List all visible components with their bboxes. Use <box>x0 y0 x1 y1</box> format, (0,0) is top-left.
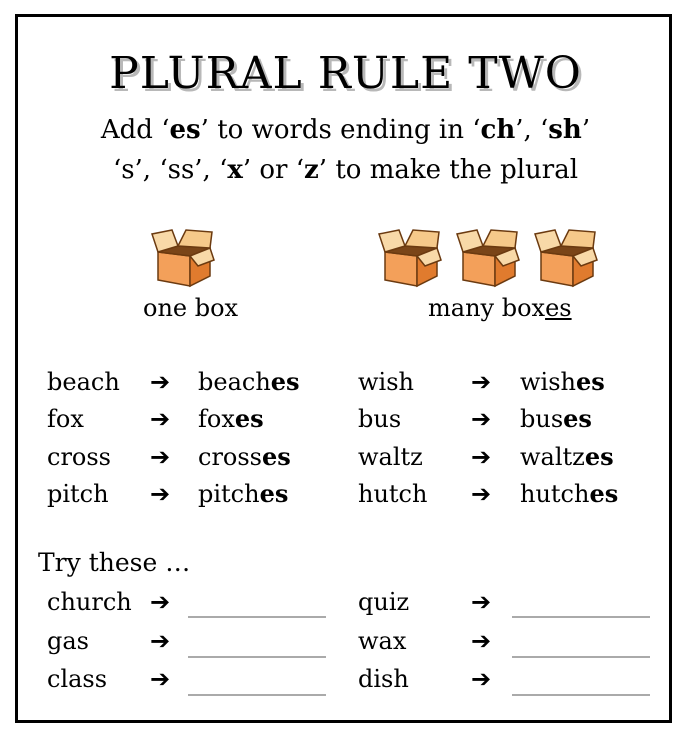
arrow-icon: ➔ <box>150 665 171 693</box>
answer-line[interactable] <box>188 616 326 618</box>
arrow-icon: ➔ <box>471 627 492 655</box>
ending-z: z <box>304 155 319 185</box>
box-icon <box>533 226 599 288</box>
suffix-es: es <box>169 115 201 145</box>
plural-word: wishes <box>520 367 605 396</box>
singular-word: pitch <box>47 480 109 508</box>
answer-line[interactable] <box>512 616 650 618</box>
arrow-icon: ➔ <box>471 480 492 508</box>
plural-word: foxes <box>198 404 264 433</box>
box-icon <box>455 226 521 288</box>
singular-word: beach <box>47 368 120 396</box>
box-icon <box>150 226 216 288</box>
arrow-icon: ➔ <box>150 627 171 655</box>
practice-word: dish <box>358 665 409 693</box>
arrow-icon: ➔ <box>471 405 492 433</box>
answer-line[interactable] <box>188 656 326 658</box>
practice-heading: Try these … <box>38 548 191 577</box>
rule-text-line-2: ‘s’, ‘ss’, ‘x’ or ‘z’ to make the plural <box>112 155 579 185</box>
answer-line[interactable] <box>512 656 650 658</box>
ending-sh: sh <box>548 115 582 145</box>
arrow-icon: ➔ <box>471 368 492 396</box>
plural-word: waltzes <box>520 442 614 471</box>
underlined-suffix: es <box>545 294 572 322</box>
singular-word: waltz <box>358 443 423 471</box>
caption-many-boxes: many boxes <box>428 294 572 322</box>
practice-word: church <box>47 588 132 616</box>
plural-word: beaches <box>198 367 300 396</box>
singular-word: wish <box>358 368 414 396</box>
plural-word: hutches <box>520 479 619 508</box>
arrow-icon: ➔ <box>150 443 171 471</box>
ending-x: x <box>227 155 243 185</box>
arrow-icon: ➔ <box>471 588 492 616</box>
plural-word: crosses <box>198 442 291 471</box>
answer-line[interactable] <box>188 694 326 696</box>
rule-text-line-1: Add ‘es’ to words ending in ‘ch’, ‘sh’ <box>100 115 591 145</box>
caption-one-box: one box <box>143 294 239 322</box>
arrow-icon: ➔ <box>150 588 171 616</box>
arrow-icon: ➔ <box>471 443 492 471</box>
arrow-icon: ➔ <box>150 368 171 396</box>
singular-word: fox <box>47 405 84 433</box>
singular-word: bus <box>358 405 402 433</box>
plural-word: pitches <box>198 479 289 508</box>
practice-word: wax <box>358 627 407 655</box>
box-icon <box>377 226 443 288</box>
ending-ch: ch <box>480 115 516 145</box>
page-title: PLURAL RULE TWO <box>109 48 582 99</box>
arrow-icon: ➔ <box>150 405 171 433</box>
singular-word: hutch <box>358 480 428 508</box>
practice-word: quiz <box>358 588 410 616</box>
answer-line[interactable] <box>512 694 650 696</box>
practice-word: gas <box>47 627 89 655</box>
singular-word: cross <box>47 443 111 471</box>
practice-word: class <box>47 665 108 693</box>
plural-word: buses <box>520 404 592 433</box>
arrow-icon: ➔ <box>150 480 171 508</box>
arrow-icon: ➔ <box>471 665 492 693</box>
